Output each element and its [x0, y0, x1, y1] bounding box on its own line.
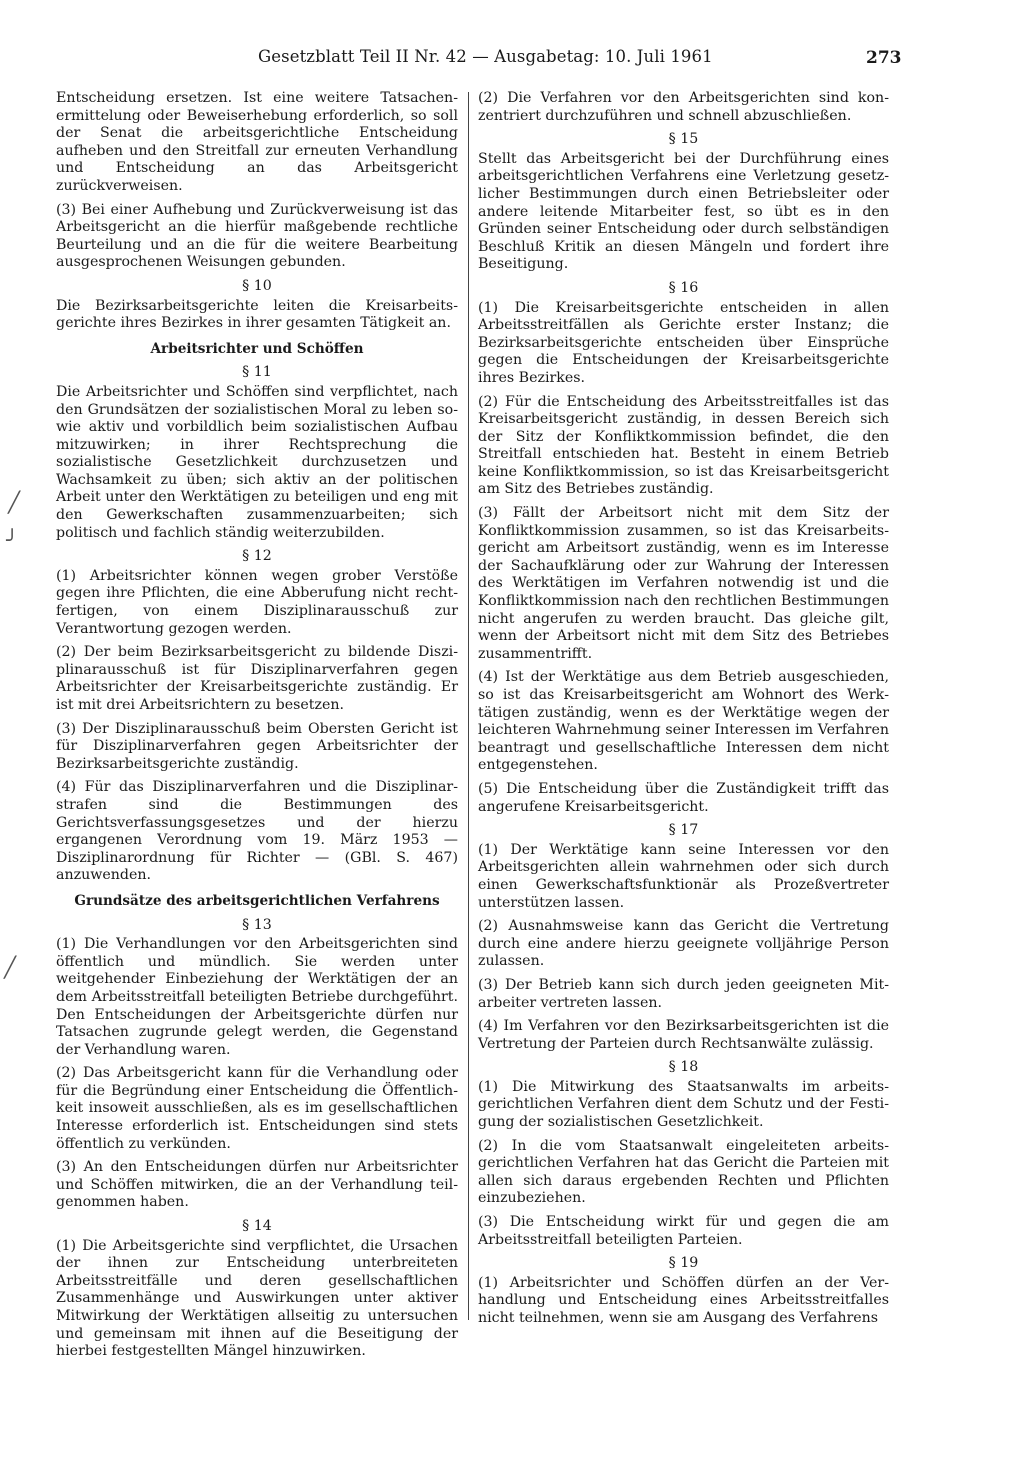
paragraph: (3) Bei einer Aufhebung und Zurückverweisung ist das Arbeitsgericht an die hierfür maßgebende rechtliche Beurteilung und an die für die weitere Bearbeitung ausgesprochenen Weisungen gebunden.	[56, 201, 458, 271]
paragraph: (1) Die Arbeitsgerichte sind verpflichtet, die Ursachen der ihnen zur Entscheidung unterbreiteten Arbeitsstreitfälle und deren gesellschaftlichen Zusammenhänge und Auswirkungen unter aktiver Mitwirkung der Werktätigen allseitig zu untersuchen und gemeinsam mit ihnen auf die Beseitigung der hierbei festgestellten Mängel hinzuwirken.	[56, 1237, 458, 1360]
paragraph: (3) Die Entscheidung wirkt für und gegen die am Arbeitsstreitfall beteiligten Parteien.	[478, 1214, 889, 1248]
paragraph: (2) Für die Entscheidung des Arbeitsstreitfalles ist das Kreisarbeitsgericht zuständig, in dessen Bereich sich der Sitz der Konfliktkommission befindet, die den Streitfall entschieden hat. Besteht in einem Betrieb keine Konfliktkommission, so ist das Kreisarbeitsgericht am Sitz des Betriebes zuständig.	[478, 393, 889, 498]
section-number: § 18	[668, 1059, 699, 1076]
left-column	[56, 90, 458, 1367]
margin-mark: ╱	[8, 490, 21, 514]
paragraph: (2) Der beim Bezirksarbeitsgericht zu bildende Disziplinarausschuß ist für Disziplinarverfahren gegen Arbeitsrichter der Kreisarbeitsgerichte zuständig. Er ist mit drei Arbeitsrichtern zu besetzen.	[56, 644, 458, 713]
paragraph: (4) Im Verfahren vor den Bezirksarbeitsgerichten ist die Vertretung der Parteien durch Rechtsanwälte zulässig.	[478, 1018, 889, 1052]
header-title: Gesetzblatt Teil II Nr. 42 — Ausgabetag: 10. Juli 1961	[258, 47, 713, 66]
column-divider	[468, 92, 469, 1320]
paragraph: (1) Arbeitsrichter und Schöffen dürfen an der Verhandlung und Entscheidung eines Arbeitsstreitfalles nicht teilnehmen, wenn sie am Ausgang des Verfahrens	[478, 1274, 889, 1326]
paragraph: Die Bezirksarbeitsgerichte leiten die Kreisarbeitsgerichte ihres Bezirkes in ihrer gesamten Tätigkeit an.	[56, 297, 458, 332]
paragraph: (2) Die Verfahren vor den Arbeitsgerichten sind konzentriert durchzuführen und schnell abzuschließen.	[478, 90, 889, 124]
section-number: § 16	[668, 279, 699, 296]
section-heading: Grundsätze des arbeitsgerichtlichen Verfahrens	[74, 892, 440, 909]
paragraph: (4) Ist der Werktätige aus dem Betrieb ausgeschieden, so ist das Kreisarbeitsgericht am Wohnort des Werktätigen zuständig, wenn es der Werktätige wegen der leichteren Wahrnehmung seiner Interessen im Verfahren beantragt und gesellschaftliche Interessen dem nicht entgegenstehen.	[478, 669, 889, 774]
section-heading: Arbeitsrichter und Schöffen	[150, 340, 364, 357]
section-number: § 10	[242, 277, 272, 294]
paragraph: Entscheidung ersetzen. Ist eine weitere Tatsachenermittelung oder Beweiserhebung erforderlich, so soll der Senat die arbeitsgerichtliche Entscheidung aufheben und den Streitfall zur erneuten Verhandlung und Entscheidung an das Arbeitsgericht zurückverweisen.	[56, 90, 458, 194]
paragraph: (1) Die Verhandlungen vor den Arbeitsgerichten sind öffentlich und mündlich. Sie werden unter weitgehender Einbeziehung der Werktätigen der an dem Arbeitsstreitfall beteiligten Betriebe durchgeführt. Den Entscheidungen der Arbeitsgerichte dürfen nur Tatsachen zugrunde gelegt werden, die Gegenstand der Verhandlung waren.	[56, 936, 458, 1058]
right-column	[478, 90, 889, 1334]
paragraph: (1) Die Mitwirkung des Staatsanwalts im arbeitsgerichtlichen Verfahren dient dem Schutz und der Festigung der sozialistischen Gesetzlichkeit.	[478, 1078, 889, 1131]
paragraph: (1) Der Werktätige kann seine Interessen vor den Arbeitsgerichten allein wahrnehmen oder sich durch einen Gewerkschaftsfunktionär als Prozeßvertreter unterstützen lassen.	[478, 841, 889, 911]
section-number: § 12	[242, 548, 272, 565]
section-number: § 13	[242, 916, 272, 933]
margin-mark: ╱	[4, 955, 17, 979]
section-number: § 11	[242, 364, 272, 381]
section-number: § 17	[668, 822, 699, 839]
paragraph: (5) Die Entscheidung über die Zuständigkeit trifft das angerufene Kreisarbeitsgericht.	[478, 780, 889, 815]
paragraph: (2) Ausnahmsweise kann das Gericht die Vertretung durch eine andere hierzu geeignete volljährige Person zulassen.	[478, 918, 889, 970]
paragraph: (4) Für das Disziplinarverfahren und die Disziplinarstrafen sind die Bestimmungen des Gerichtsverfassungsgesetzes und der hierzu ergangenen Verordnung vom 19. März 1953 — Disziplinarordnung für Richter — (GBl. S. 467) anzuwenden.	[56, 779, 458, 884]
paragraph: (3) An den Entscheidungen dürfen nur Arbeitsrichter und Schöffen mitwirken, die an der Verhandlung teilgenommen haben.	[56, 1159, 458, 1211]
paragraph: (3) Der Betrieb kann sich durch jeden geeigneten Mitarbeiter vertreten lassen.	[478, 976, 889, 1011]
paragraph: (1) Arbeitsrichter können wegen grober Verstöße gegen ihre Pflichten, die eine Abberufung nicht rechtfertigen, von einem Disziplinarausschuß zur Verantwortung gezogen werden.	[56, 567, 458, 637]
section-number: § 14	[242, 1218, 272, 1235]
paragraph: (1) Die Kreisarbeitsgerichte entscheiden in allen Arbeitsstreitfällen als Gerichte erster Instanz; die Bezirksarbeitsgerichte entscheiden über Einsprüche gegen die Entscheidungen der Kreisarbeitsgerichte ihres Bezirkes.	[478, 299, 889, 386]
section-number: § 15	[668, 131, 699, 148]
paragraph: (2) Das Arbeitsgericht kann für die Verhandlung oder für die Begründung einer Entscheidung die Öffentlichkeit insoweit ausschließen, als es im gesellschaftlichen Interesse erforderlich ist. Entscheidungen sind stets öffentlich zu verkünden.	[56, 1065, 458, 1152]
section-number: § 19	[668, 1255, 699, 1272]
paragraph: (3) Der Disziplinarausschuß beim Obersten Gericht ist für Disziplinarverfahren gegen Arbeitsrichter der Bezirksarbeitsgerichte zuständig.	[56, 720, 458, 772]
margin-mark: ╯	[6, 528, 19, 552]
paragraph: Stellt das Arbeitsgericht bei der Durchführung eines arbeitsgerichtlichen Verfahrens eine Verletzung gesetzlicher Bestimmungen durch einen Betriebsleiter oder andere leitende Mitarbeiter fest, so übt es in den Gründen seiner Entscheidung oder durch selbständigen Beschluß Kritik an diesen Mängeln und fordert ihre Beseitigung.	[478, 150, 889, 273]
page-number: 273	[866, 48, 902, 68]
paragraph: Die Arbeitsrichter und Schöffen sind verpflichtet, nach den Grundsätzen der sozialistischen Moral zu leben sowie aktiv und vorbildlich beim sozialistischen Aufbau mitzuwirken; in ihrer Rechtsprechung die sozialistische Gesetzlichkeit durchzusetzen und Wachsamkeit zu üben; sich aktiv an der politischen Arbeit unter den Werktätigen zu beteiligen und eng mit den Gewerkschaften zusammenzuarbeiten; sich politisch und fachlich ständig weiterzubilden.	[56, 383, 458, 541]
paragraph: (3) Fällt der Arbeitsort nicht mit dem Sitz der Konfliktkommission zusammen, so ist das Kreisarbeitsgericht am Arbeitsort zuständig, wenn es im Interesse der Sachaufklärung oder zur Wahrung der Interessen des Werktätigen im Verfahren notwendig ist und die Konfliktkommission nach den rechtlichen Bestimmungen nicht angerufen zu werden braucht. Das gleiche gilt, wenn der Arbeitsort nicht mit dem Sitz des Betriebes zusammentrifft.	[478, 505, 889, 662]
paragraph: (2) In die vom Staatsanwalt eingeleiteten arbeitsgerichtlichen Verfahren hat das Gericht die Parteien mit allen sich daraus ergebenden Rechten und Pflichten einzubeziehen.	[478, 1137, 889, 1207]
